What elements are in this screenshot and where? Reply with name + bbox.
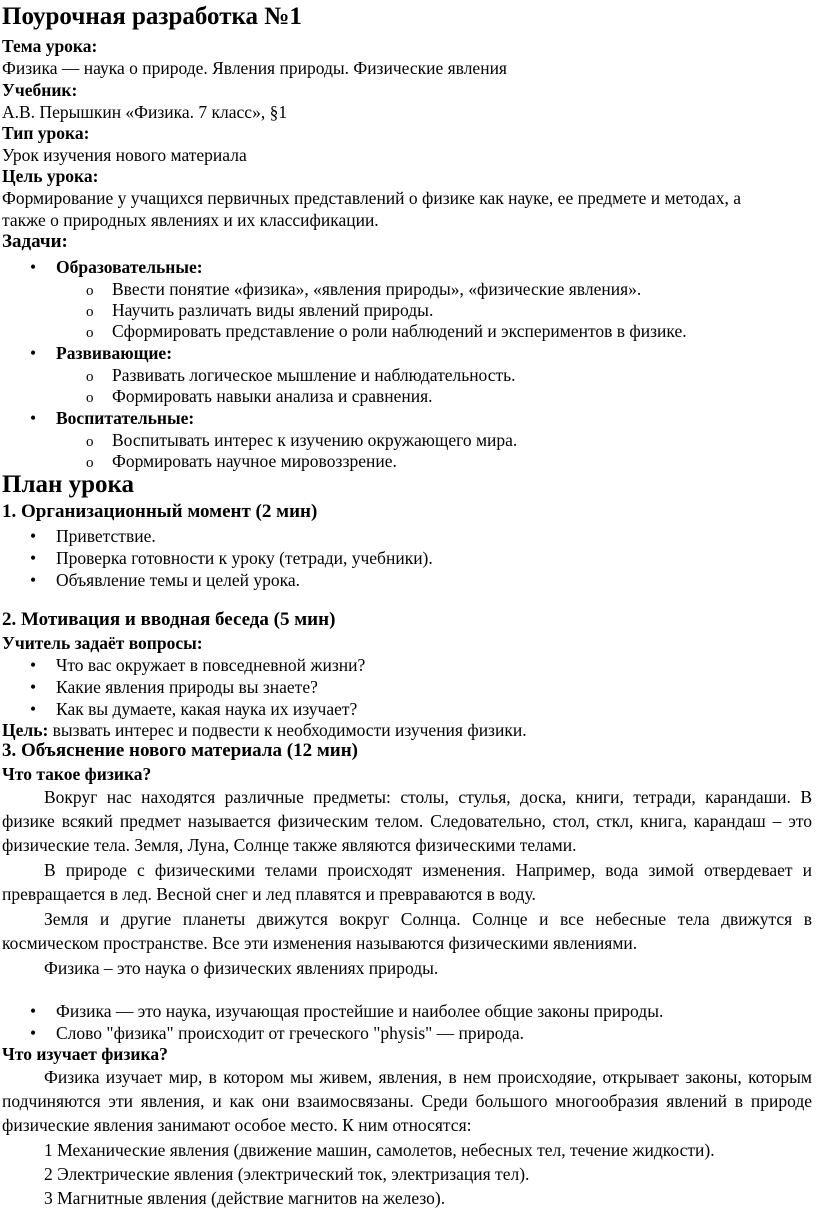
topic-text: Физика — наука о природе. Явления природы. Физические явления — [2, 58, 507, 78]
plan-heading: План урока — [2, 471, 135, 498]
paragraph: Земля и другие планеты движутся вокруг Солнца. Солнце и все небесные тела движутся в космическом пространстве. Все эти изменения называются физическими явлениями. — [2, 909, 812, 953]
bullet-dot-icon — [30, 407, 40, 429]
section-1-heading: 1. Организационный момент (2 мин) — [2, 501, 318, 522]
paragraph: В природе с физическими телами происходят изменения. Например, вода зимой отвердевает и превращается в лед. Весной снег и лед плавятся и превраваются в воду. — [2, 860, 812, 904]
section-2-goal-label: Цель: — [2, 720, 49, 740]
bullet-dot-icon — [30, 1022, 40, 1044]
question-what-is-physics: Что такое физика? — [2, 764, 152, 784]
bullet-dot-icon — [30, 256, 40, 278]
list-item: 1 Механические явления (движение машин, самолетов, небесных тел, течение жидкости). — [44, 1140, 715, 1160]
list-item: 2 Электрические явления (электрический ток, электризация тел). — [44, 1164, 530, 1184]
goal-label: Цель урока: — [2, 166, 99, 186]
section-2-subheading: Учитель задаёт вопросы: — [2, 633, 203, 653]
bullet-dot-icon — [30, 342, 40, 364]
bullet-dot-icon — [30, 676, 40, 698]
textbook-text: А.В. Перышкин «Физика. 7 класс», §1 — [2, 102, 288, 122]
section-2-goal — [2, 719, 527, 741]
textbook-label: Учебник: — [2, 80, 78, 100]
paragraph: Физика – это наука о физических явлениях природы. — [44, 958, 439, 978]
section-3-heading: 3. Объяснение нового материала (12 мин) — [2, 740, 358, 761]
bullet-dot-icon — [30, 698, 40, 720]
page-title: Поурочная разработка №1 — [2, 3, 302, 30]
bullet-dot-icon — [30, 654, 40, 676]
bullet-dot-icon — [30, 547, 40, 569]
paragraph: Физика изучает мир, в котором мы живем, явления, в нем происходяие, открывает законы, которым подчиняются эти явления, и как они взаимосвязаны. Среди большого многообразия явлений в природе физические явления занимают особое место. К ним относятся: — [2, 1067, 812, 1135]
tasks-heading: Задачи: — [2, 231, 68, 252]
lesson-type-text: Урок изучения нового материала — [2, 145, 247, 165]
section-2-heading: 2. Мотивация и вводная беседа (5 мин) — [2, 609, 336, 630]
goal-text-line-1: Формирование у учащихся первичных представлений о физике как науке, ее предмете и методах, а — [2, 188, 741, 208]
lesson-type-label: Тип урока: — [2, 123, 90, 143]
list-item: 3 Магнитные явления (действие магнитов на железо). — [44, 1188, 446, 1208]
section-2-goal-text: вызвать интерес и подвести к необходимости изучения физики. — [48, 720, 527, 740]
question-what-physics-studies: Что изучает физика? — [2, 1044, 168, 1064]
bullet-dot-icon — [30, 1000, 40, 1022]
bullet-dot-icon — [30, 525, 40, 547]
bullet-dot-icon — [30, 569, 40, 591]
paragraph: Вокруг нас находятся различные предметы: столы, стулья, доска, книги, тетради, карандаши. В физике всякий предмет называется физическим телом. Следовательно, стол, сткл, книга, карандаш – это физические тела. Земля, Луна, Солнце также являются физическими телами. — [2, 787, 812, 855]
bullet-circle-icon — [86, 385, 96, 409]
bullet-circle-icon — [86, 320, 96, 344]
topic-label: Тема урока: — [2, 36, 98, 56]
goal-text-line-2: также о природных явлениях и их классификации. — [2, 210, 379, 230]
